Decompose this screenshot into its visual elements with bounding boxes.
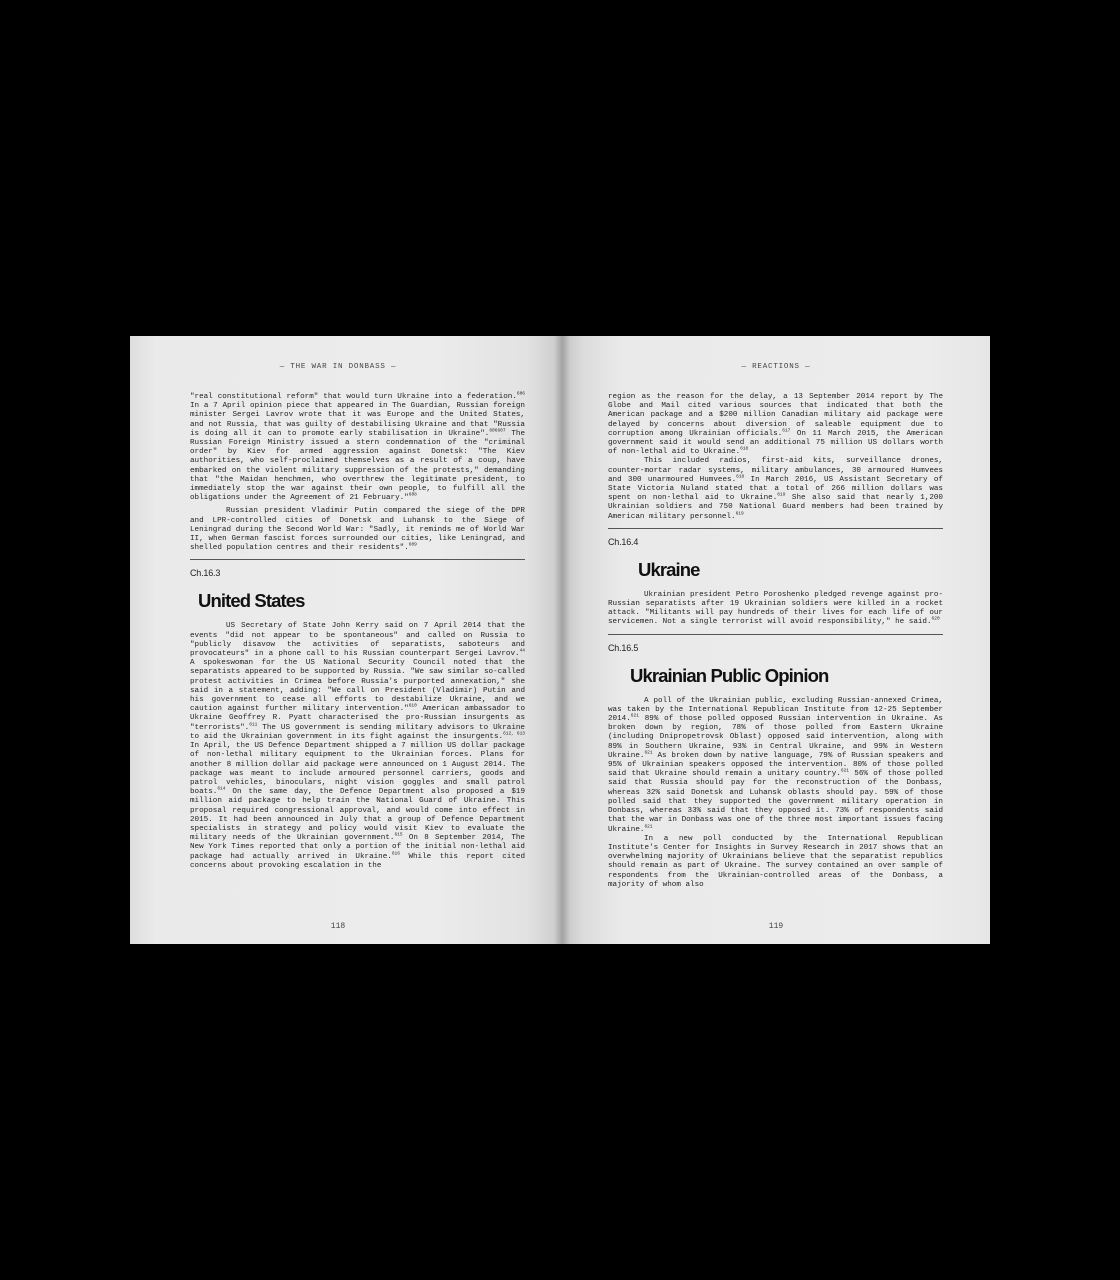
text-run: She also said that nearly 1,200 Ukrainian soldiers and 750 National Guard members had been trained by American military personnel. [608,494,943,521]
text-run: In April, the US Defence Department shipped a 7 million US dollar package of non-lethal military equipment to the Ukrainian forces. Plans for another 8 million dollar aid package were announced on 1 August 2014. The package was meant to include armoured personnel carriers, goods and patrol vehicles, binoculars, night vision goggles and small patrol boats. [190,742,525,797]
footnote-ref[interactable]: 619 [777,492,786,498]
footnote-ref[interactable]: 621 [644,750,653,756]
running-head-right: — REACTIONS — [741,363,811,371]
footnote-ref[interactable]: 610 [408,703,417,709]
text-run: Ukrainian president Petro Poroshenko pledged revenge against pro-Russian separatists after 19 Ukrainian soldiers were killed in a rocket attack. "Militants will pay hundreds of their lives for each life of our servicemen. Not a single terrorist will avoid responsibility," he said. [608,590,943,627]
text-run: In a 7 April opinion piece that appeared in The Guardian, Russian foreign minister Sergei Lavrov wrote that it was Europe and the United States, and not Russia, that was guilty of destabilising Ukraine and that "Russia is doing all it can to promote early stabilisation in Ukraine". [190,402,525,438]
paragraph [190,507,525,553]
page-number: 118 [330,922,346,931]
paragraph [608,457,943,521]
footnote-ref[interactable]: 612, 613 [503,731,525,737]
text-run: "real constitutional reform" that would turn Ukraine into a federation. [190,393,517,401]
text-run: On the same day, the Defence Department also proposed a $19 million aid package to help train the National Guard of Ukraine. This proposal required congressional approval, and would come into effect in 2015. It had been announced in July that a group of Defence Department specialists in strategy and policy would visit Kiev to evaluate the military needs of the Ukrainian government. [190,788,525,843]
footnote-ref[interactable]: 606 [516,391,525,397]
footnote-ref[interactable]: 611 [249,722,258,728]
section-divider [190,559,525,560]
footnote-ref[interactable]: 614 [217,786,226,792]
chapter-label: Ch.16.3 [190,568,221,579]
text-run: On 8 September 2014, The New York Times reported that only a portion of the initial non-lethal aid package had actually arrived in Ukraine. [190,834,525,861]
text-run: While this report cited concerns about provoking escalation in the [190,852,525,870]
left-page [130,336,562,944]
paragraph [608,591,943,628]
paragraph [608,697,943,835]
text-run: American ambassador to Ukraine Geoffrey R. Pyatt characterised the pro-Russian insurgents as "terrorists". [190,705,526,732]
paragraph [608,835,943,890]
left-text-block [190,393,525,871]
footnote-ref[interactable]: 621 [840,768,849,774]
footnote-ref[interactable]: 620 [931,616,940,622]
section-divider [608,634,943,635]
text-run: The Russian Foreign Ministry issued a stern condemnation of the "criminal order" by Kiev for armed aggression against Donetsk: "The Kiev authorities, who self-proclaimed themselves as a result of a coup, have embarked on the violent military suppression of the protests," demanding that "the Maidan henchmen, who overthrew the legitimate president, to immediately stop the war against their own people, to fulfill all the obligations under the Agreement of 21 February." [190,429,525,503]
paragraph [190,393,525,503]
chapter-label: Ch.16.5 [608,642,639,653]
text-run: This included radios, first-aid kits, surveillance drones, counter-mortar radar systems, military ambulances, 30 armoured Humvees and 300 unarmoured Humvees. [608,457,943,484]
footnote-ref[interactable]: 615 [394,832,403,838]
chapter-title: Ukrainian Public Opinion [630,664,829,686]
page-number: 119 [768,922,784,931]
footnote-ref[interactable]: 616 [391,851,400,856]
chapter-label: Ch.16.4 [608,536,639,547]
footnote-ref[interactable]: 608 [408,492,417,498]
footnote-ref[interactable]: 621 [644,823,653,829]
footnote-ref[interactable]: 619 [735,511,744,517]
text-run: In March 2016, US Assistant Secretary of State Victoria Nuland stated that a total of 266 million dollars was spent on non-lethal aid to Ukraine. [608,475,943,503]
footnote-ref[interactable]: 621 [630,713,639,719]
right-page [562,336,990,944]
section-divider [608,528,943,529]
right-text-block [608,393,943,890]
text-run: US Secretary of State John Kerry said on 7 April 2014 that the events "did not appear to be spontaneous" and called on Russia to "publicly disavow the activities of separatists, saboteurs and provocateurs" in a phone call to his Russian counterpart Sergei Lavrov. [190,622,525,659]
text-run: As broken down by native language, 79% of Russian speakers and 95% of Ukrainian speakers opposed the intervention. 80% of those polled said that Ukraine should remain a unitary country. [608,751,943,779]
footnote-ref[interactable]: 606607 [489,428,506,434]
footnote-ref[interactable]: 618 [740,446,749,452]
footnote-ref[interactable]: 618 [736,474,745,480]
text-run: Russian president Vladimir Putin compared the siege of the DPR and LPR-controlled cities of Donetsk and Luhansk to the Siege of Leningrad during the Second World War: "Sadly, it reminds me of World War II, when German fascist forces surrounded our cities, like Leningrad, and shelled population centres and their residents". [190,507,525,553]
open-book [130,336,990,944]
text-run: 56% of those polled said that Russia should pay for the reconstruction of the Donbass, whereas 32% said Donetsk and Luhansk oblasts should pay. 59% of those polled said that they supported the government military operation in Donbass, whereas 33% said that they opposed it. 73% of respondents said that the war in Donbass was one of the three most important issues facing Ukraine. [608,770,943,834]
text-run: On 11 March 2015, the American government said it would send an additional 75 million US dollars worth of non-lethal aid to Ukraine. [608,429,943,457]
footnote-ref[interactable]: 609 [408,542,417,548]
book-spine [554,336,570,944]
text-run: A spokeswoman for the US National Security Council noted that the separatists appeared to be supported by Russia. "We saw similar so-called protest activities in Crimea before Russia's purported annexation," she said in a statement, adding: "We call on President (Vladimir) Putin and his government to cease all efforts to destabilize Ukraine, and we caution against further military intervention." [190,659,525,714]
running-head-left: — THE WAR IN DONBASS — [279,363,397,371]
text-run: The US government is sending military advisors to Ukraine to aid the Ukrainian government in its fight against the insurgents. [190,723,525,741]
footnote-ref[interactable]: 617 [782,428,791,434]
chapter-title: Ukraine [638,558,700,580]
text-run: In a new poll conducted by the International Republican Institute's Center for Insights in Survey Research in 2017 shows that an overwhelming majority of Ukrainians believe that the separatist republics should remain as part of Ukraine. The survey contained an over sample of respondents from the Ukrainian-controlled areas of the Donbass, a majority of whom also [608,834,943,889]
footnote-ref[interactable]: 44 [519,648,525,654]
paragraph [608,393,943,457]
chapter-title: United States [198,590,305,612]
text-run: 89% of those polled opposed Russian intervention in Ukraine. As broken down by region, 78% of those polled from Eastern Ukraine (including Dnipropetrovsk Oblast) opposed said intervention, along with 89% in Southern Ukraine, 93% in Central Ukraine, and 99% in Western Ukraine. [608,715,943,760]
paragraph [190,622,525,870]
text-run: A poll of the Ukrainian public, excluding Russian-annexed Crimea, was taken by the International Republican Institute from 12-25 September 2014. [608,696,943,724]
text-run: region as the reason for the delay, a 13 September 2014 report by The Globe and Mail cited various sources that indicated that both the American package and a $200 million Canadian military aid package were delayed by concerns about diversion of saleable equipment due to corruption among Ukrainian officials. [608,393,943,438]
